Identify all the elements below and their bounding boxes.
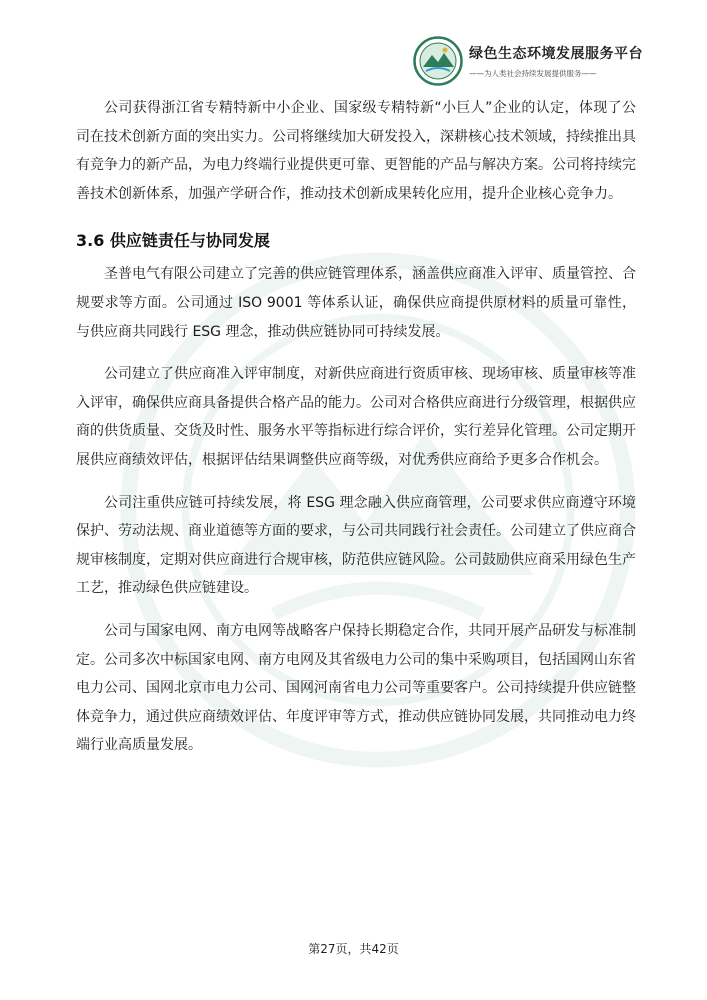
section-heading: 3.6 供应链责任与协同发展: [76, 231, 270, 251]
platform-logo-icon: [413, 36, 463, 86]
page-number: 第27页，共42页: [308, 942, 399, 956]
paragraph-innovation: 公司获得浙江省专精特新中小企业、国家级专精特新“小巨人”企业的认定，体现了公司在技术创新方面的突出实力。公司将继续加大研发投入，深耕核心技术领域，持续推出具有竞争力的新产品，为电力终端行业提供更可靠、更智能的产品与解决方案。公司将持续完善技术创新体系，加强产学研合作，推动技术创新成果转化应用，提升企业核心竞争力。: [76, 100, 636, 202]
paragraph-strategic-customers: 公司与国家电网、南方电网等战略客户保持长期稳定合作，共同开展产品研发与标准制定。公司多次中标国家电网、南方电网及其省级电力公司的集中采购项目，包括国网山东省电力公司、国网北京市电力公司、国网河南省电力公司等重要客户。公司持续提升供应链整体竞争力，通过供应商绩效评估、年度评审等方式，推动供应链协同发展，共同推动电力终端行业高质量发展。: [76, 622, 636, 754]
paragraph-supply-chain-system: 圣普电气有限公司建立了完善的供应链管理体系，涵盖供应商准入评审、质量管控、合规要求等方面。公司通过 ISO 9001 等体系认证，确保供应商提供原材料的质量可靠性，与供应商共同践行 ESG 理念，推动供应链协同可持续发展。: [76, 266, 636, 340]
document-body: [76, 94, 636, 760]
platform-slogan: ——为人类社会持续发展提供服务——: [469, 69, 597, 78]
page-header: [413, 36, 643, 86]
paragraph-supplier-admission: 公司建立了供应商准入评审制度，对新供应商进行资质审核、现场审核、质量审核等准入评审，确保供应商具备提供合格产品的能力。公司对合格供应商进行分级管理，根据供应商的供货质量、交货及时性、服务水平等指标进行综合评价，实行差异化管理。公司定期开展供应商绩效评估，根据评估结果调整供应商等级，对优秀供应商给予更多合作机会。: [76, 366, 636, 468]
paragraph-supplier-esg: 公司注重供应链可持续发展，将 ESG 理念融入供应商管理，公司要求供应商遵守环境保护、劳动法规、商业道德等方面的要求，与公司共同践行社会责任。公司建立了供应商合规审核制度，定期对供应商进行合规审核，防范供应链风险。公司鼓励供应商采用绿色生产工艺，推动绿色供应链建设。: [76, 494, 636, 597]
platform-title: 绿色生态环境发展服务平台: [469, 46, 643, 62]
